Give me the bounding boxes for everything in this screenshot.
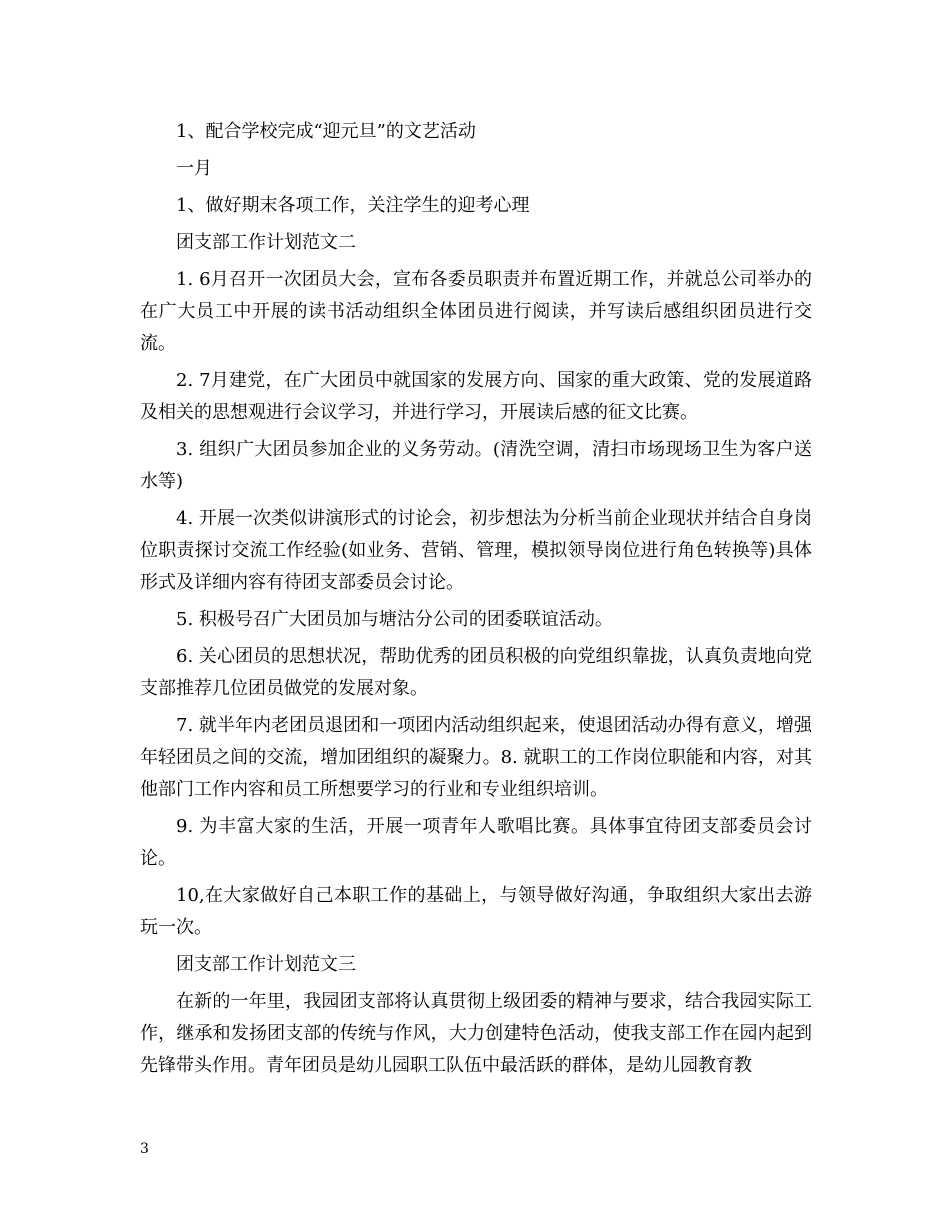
document-body	[140, 116, 812, 1086]
list-item: 9. 为丰富大家的生活，开展一项青年人歌唱比赛。具体事宜待团支部委员会讨论。	[140, 816, 812, 869]
list-item: 1、配合学校完成“迎元旦”的文艺活动	[176, 121, 476, 142]
section-heading: 团支部工作计划范文二	[176, 232, 356, 253]
list-item: 2. 7月建党，在广大团员中就国家的发展方向、国家的重大政策、党的发展道路及相关的思想观进行会议学习，并进行学习，开展读后感的征文比赛。	[140, 370, 812, 423]
list-item: 1、做好期末各项工作，关注学生的迎考心理	[176, 195, 530, 216]
body-paragraph: 在新的一年里，我园团支部将认真贯彻上级团委的精神与要求，结合我园实际工作，继承和发扬团支部的传统与作风，大力创建特色活动，使我支部工作在园内起到先锋带头作用。青年团员是幼儿园职工队伍中最活跃的群体，是幼儿园教育教	[140, 991, 812, 1076]
section-heading: 团支部工作计划范文三	[176, 954, 356, 975]
month-heading: 一月	[176, 158, 212, 179]
list-item: 10,在大家做好自己本职工作的基础上，与领导做好沟通，争取组织大家出去游玩一次。	[140, 885, 812, 938]
list-item: 7. 就半年内老团员退团和一项团内活动组织起来，使退团活动办得有意义，增强年轻团员之间的交流，增加团组织的凝聚力。8. 就职工的工作岗位职能和内容，对其他部门工作内容和员工所想要学习的行业和专业组织培训。	[140, 715, 812, 800]
list-item: 6. 关心团员的思想状况，帮助优秀的团员积极的向党组织靠拢，认真负责地向党支部推荐几位团员做党的发展对象。	[140, 646, 812, 699]
list-item: 1. 6月召开一次团员大会，宣布各委员职责并布置近期工作，并就总公司举办的在广大员工中开展的读书活动组织全体团员进行阅读，并写读后感组织团员进行交流。	[140, 269, 812, 354]
page-number: 3	[140, 1141, 149, 1157]
list-item: 3. 组织广大团员参加企业的义务劳动。(清洗空调，清扫市场现场卫生为客户送水等)	[140, 439, 812, 492]
list-item: 4. 开展一次类似讲演形式的讨论会，初步想法为分析当前企业现状并结合自身岗位职责探讨交流工作经验(如业务、营销、管理，模拟领导岗位进行角色转换等)具体形式及详细内容有待团支部委员会讨论。	[140, 508, 812, 593]
list-item: 5. 积极号召广大团员加与塘沽分公司的团委联谊活动。	[176, 609, 613, 630]
